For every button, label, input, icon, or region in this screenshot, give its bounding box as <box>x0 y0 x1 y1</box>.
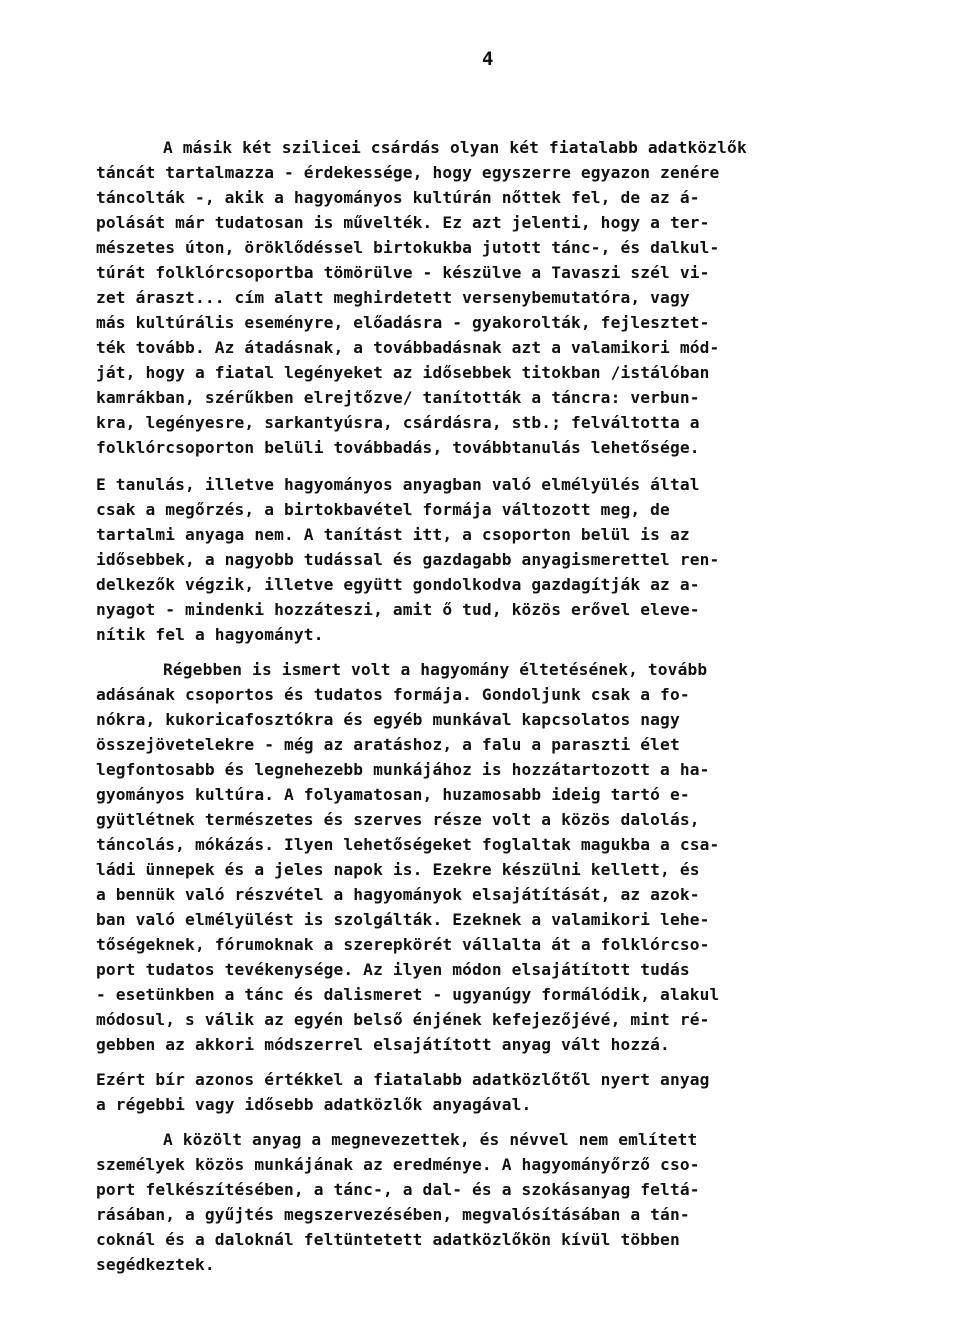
page-number: 4 <box>482 48 494 70</box>
text-line: adásának csoportos és tudatos formája. Gondoljunk csak a fo- <box>96 685 690 704</box>
text-line: rásában, a gyűjtés megszervezésében, megvalósításában a tán- <box>96 1205 690 1224</box>
text-line: ládi ünnepek és a jeles napok is. Ezekre készülni kellett, és <box>96 860 700 879</box>
text-line: gyütlétnek természetes és szerves része volt a közös dalolás, <box>96 810 700 829</box>
text-line: tartalmi anyaga nem. A tanítást itt, a csoporton belül is az <box>96 525 690 544</box>
text-line: nyagot - mindenki hozzáteszi, amit ő tud, közös erővel eleve- <box>96 600 700 619</box>
text-line: táncát tartalmazza - érdekessége, hogy egyszerre egyazon zenére <box>96 163 720 182</box>
text-line: Ezért bír azonos értékkel a fiatalabb adatközlőtől nyert anyag <box>96 1070 710 1089</box>
text-line: táncolás, mókázás. Ilyen lehetőségeket foglaltak magukba a csa- <box>96 835 720 854</box>
text-line: segédkeztek. <box>96 1255 215 1274</box>
text-line: más kultúrális eseményre, előadásra - gyakorolták, fejlesztet- <box>96 313 710 332</box>
text-line: E tanulás, illetve hagyományos anyagban való elmélyülés által <box>96 475 700 494</box>
text-line: a bennük való részvétel a hagyományok elsajátítását, az azok- <box>96 885 700 904</box>
text-line: idősebbek, a nagyobb tudással és gazdagabb anyagismerettel ren- <box>96 550 720 569</box>
text-line: személyek közös munkájának az eredménye. A hagyományőrző cso- <box>96 1155 700 1174</box>
text-line: tőségeknek, fórumoknak a szerepkörét vállalta át a folklórcso- <box>96 935 710 954</box>
text-line: ját, hogy a fiatal legényeket az idősebbek titokban /istálóban <box>96 363 710 382</box>
text-line: ban való elmélyülést is szolgálták. Ezeknek a valamikori lehe- <box>96 910 710 929</box>
text-line: - esetünkben a tánc és dalismeret - ugyanúgy formálódik, alakul <box>96 985 720 1004</box>
text-line: kra, legényesre, sarkantyúsra, csárdásra, stb.; felváltotta a <box>96 413 700 432</box>
text-line: kamrákban, szérűkben elrejtőzve/ tanították a táncra: verbun- <box>96 388 700 407</box>
text-line: zet áraszt... cím alatt meghirdetett versenybemutatóra, vagy <box>96 288 690 307</box>
text-line: port tudatos tevékenysége. Az ilyen módon elsajátított tudás <box>96 960 690 979</box>
text-line: polását már tudatosan is művelték. Ez azt jelenti, hogy a ter- <box>96 213 710 232</box>
text-line: mészetes úton, öröklődéssel birtokukba jutott tánc-, és dalkul- <box>96 238 720 257</box>
text-line: táncolták -, akik a hagyományos kultúrán nőttek fel, de az á- <box>96 188 700 207</box>
text-line: ték tovább. Az átadásnak, a továbbadásnak azt a valamikori mód- <box>96 338 720 357</box>
text-line: A másik két szilicei csárdás olyan két fiatalabb adatközlők <box>163 138 747 157</box>
text-line: módosul, s válik az egyén belső énjének kefejezőjévé, mint ré- <box>96 1010 710 1029</box>
text-line: csak a megőrzés, a birtokbavétel formája változott meg, de <box>96 500 670 519</box>
text-line: Régebben is ismert volt a hagyomány éltetésének, tovább <box>163 660 708 679</box>
text-line: port felkészítésében, a tánc-, a dal- és a szokásanyag feltá- <box>96 1180 700 1199</box>
text-line: delkezők végzik, illetve együtt gondolkodva gazdagítják az a- <box>96 575 700 594</box>
text-line: coknál és a daloknál feltüntetett adatközlőkön kívül többen <box>96 1230 680 1249</box>
text-line: nókra, kukoricafosztókra és egyéb munkával kapcsolatos nagy <box>96 710 680 729</box>
text-line: gebben az akkori módszerrel elsajátított anyag vált hozzá. <box>96 1035 670 1054</box>
text-line: összejövetelekre - még az aratáshoz, a falu a paraszti élet <box>96 735 680 754</box>
text-line: nítik fel a hagyományt. <box>96 625 324 644</box>
text-line: túrát folklórcsoportba tömörülve - készülve a Tavaszi szél vi- <box>96 263 710 282</box>
text-line: A közölt anyag a megnevezettek, és névvel nem említett <box>163 1130 698 1149</box>
text-line: gyományos kultúra. A folyamatosan, huzamosabb ideig tartó e- <box>96 785 690 804</box>
text-line: legfontosabb és legnehezebb munkájához is hozzátartozott a ha- <box>96 760 710 779</box>
text-line: a régebbi vagy idősebb adatközlők anyagával. <box>96 1095 532 1114</box>
text-line: folklórcsoporton belüli továbbadás, továbbtanulás lehetősége. <box>96 438 700 457</box>
